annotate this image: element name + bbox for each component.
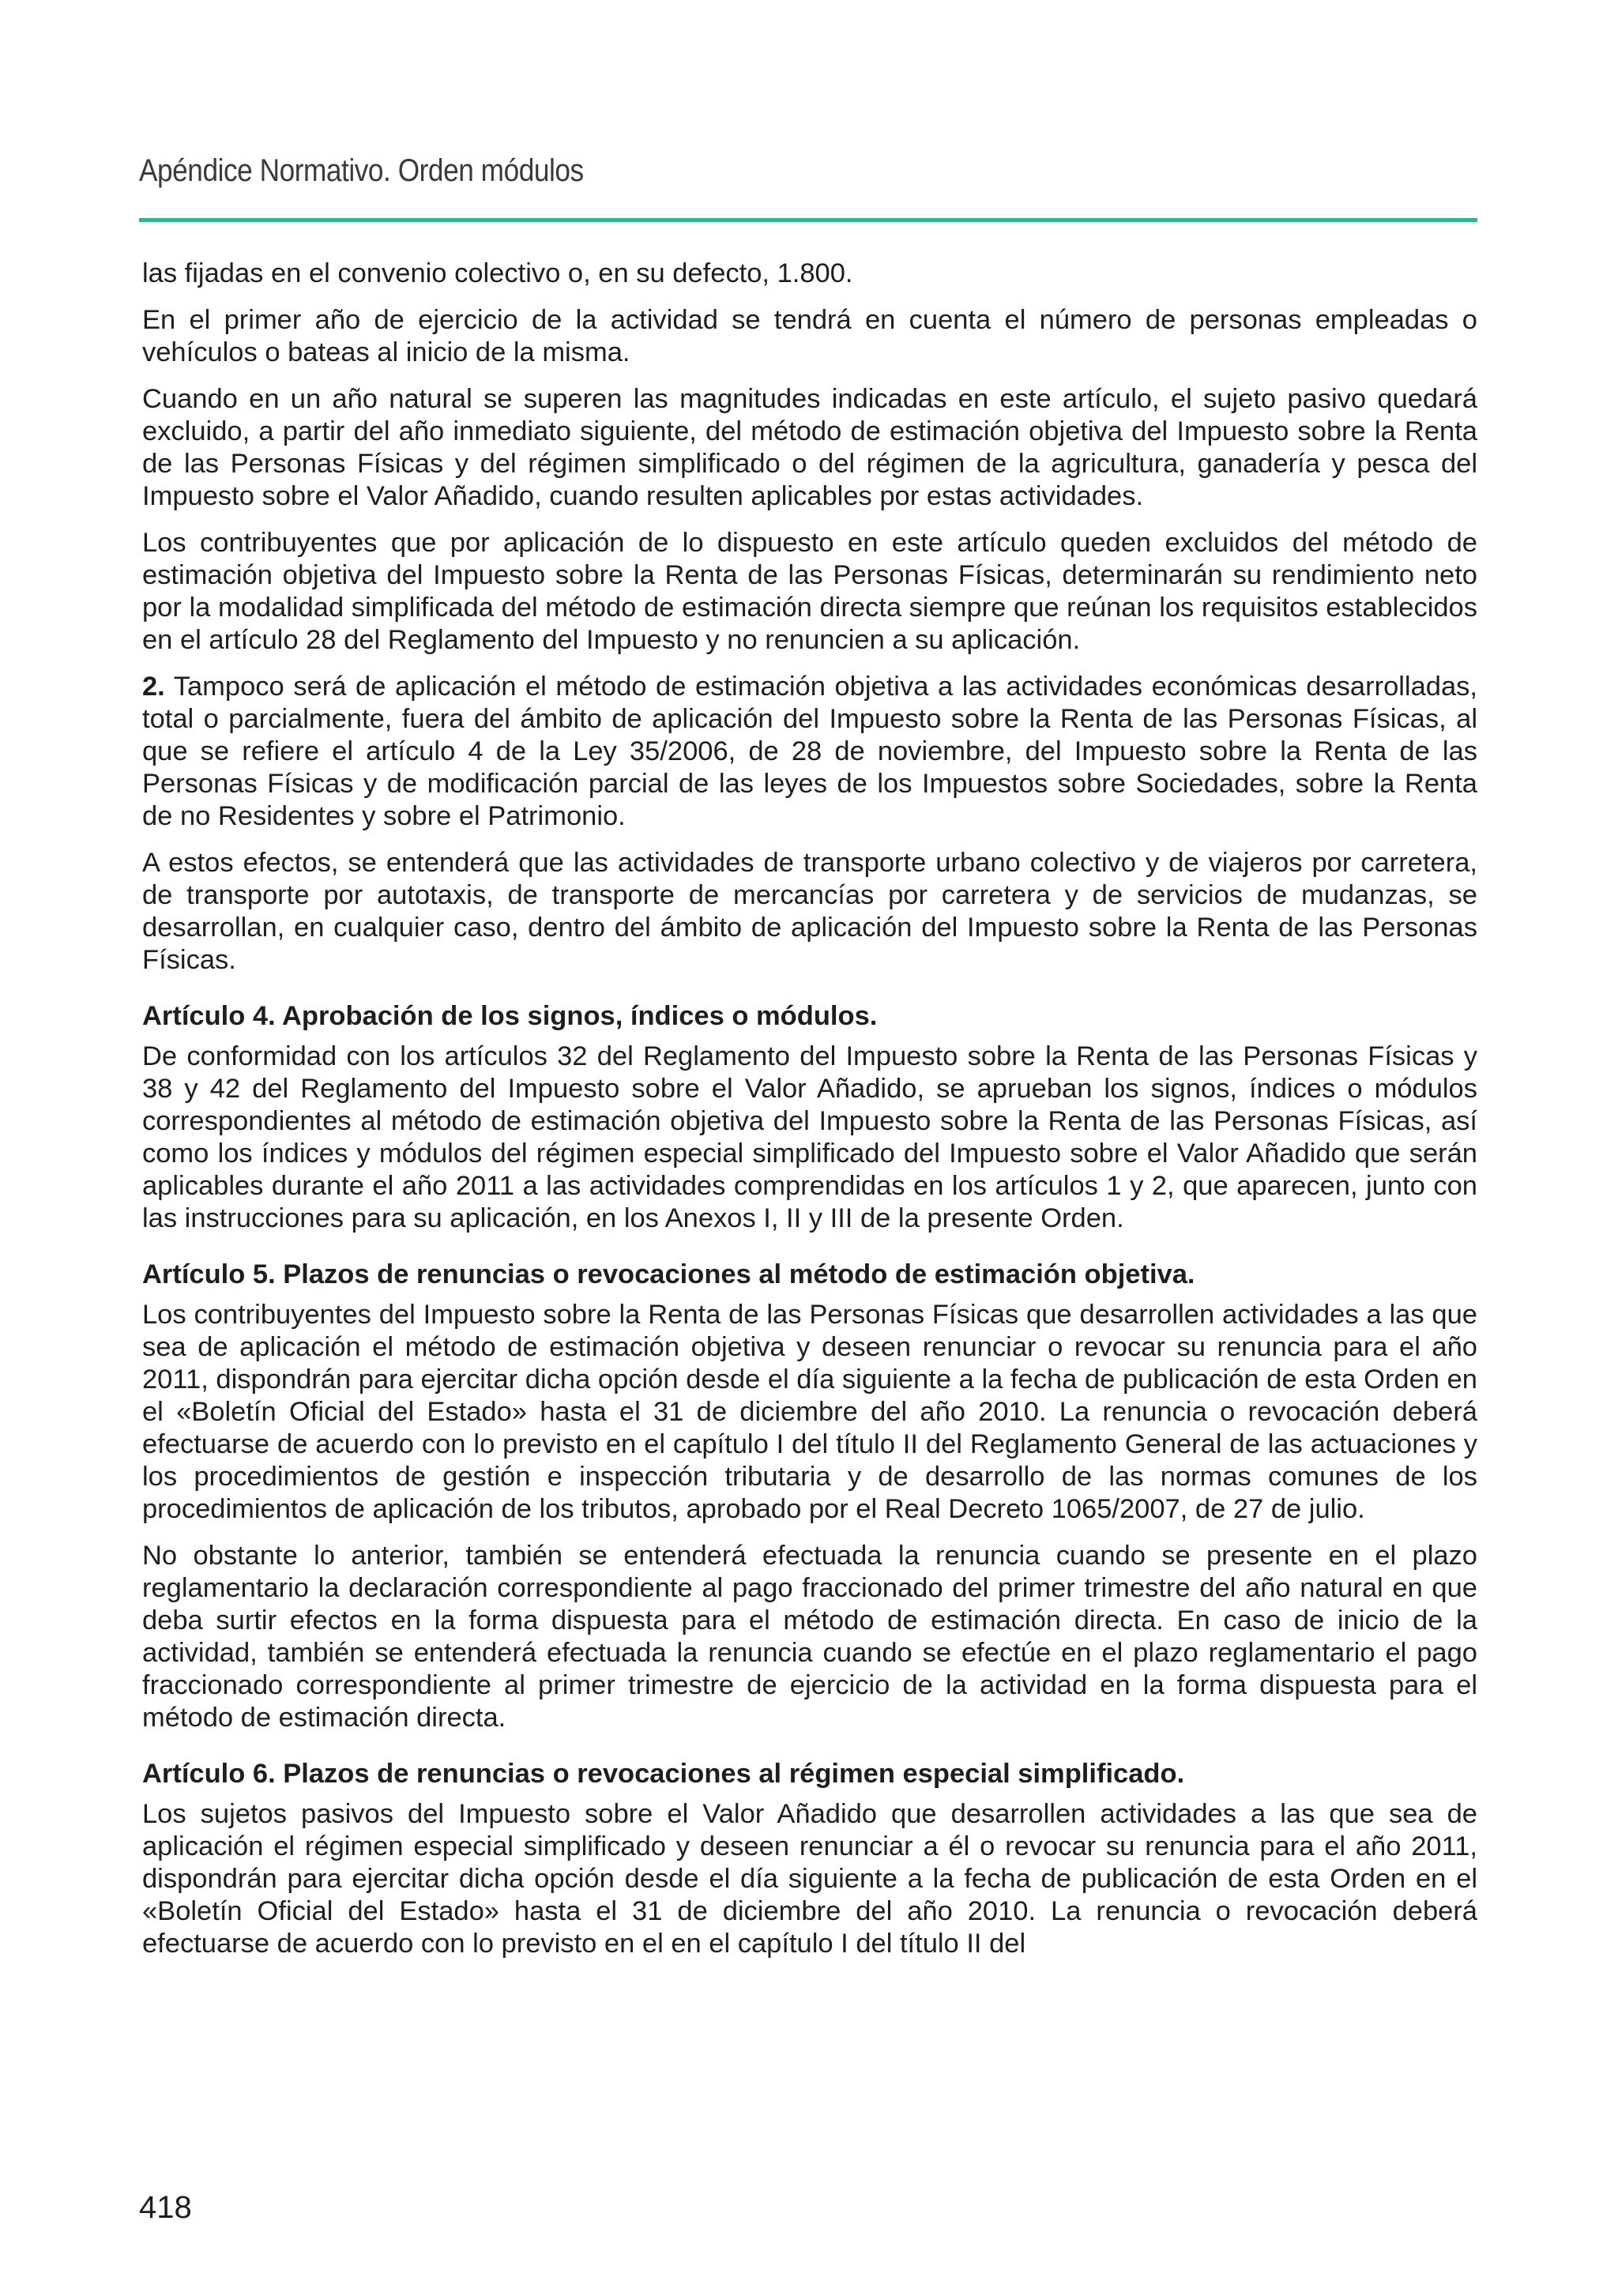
page-number: 418 — [139, 2190, 192, 2225]
paragraph-text: Tampoco será de aplicación el método de estimación objetiva a las actividades económicas desarrolladas, total o parcialmente, fuera del ámbito de aplicación del Impuesto sobre la Renta de las Personas Físicas, al que se refiere el artículo 4 de la Ley 35/2006, de 28 de noviembre, del Impuesto sobre la Renta de las Personas Físicas y de modificación parcial de las leyes de los Impuestos sobre Sociedades, sobre la Renta de no Residentes y sobre el Patrimonio. — [142, 672, 1477, 831]
paragraph-number: 2. — [142, 672, 165, 702]
article-heading: Artículo 5. Plazos de renuncias o revocaciones al método de estimación objetiva. — [142, 1259, 1195, 1289]
header-rule — [139, 218, 1477, 222]
paragraph: En el primer año de ejercicio de la actividad se tendrá en cuenta el número de personas empleadas o vehículos o bateas al inicio de la misma. — [142, 305, 1477, 367]
article-heading: Artículo 6. Plazos de renuncias o revocaciones al régimen especial simplificado. — [142, 1759, 1185, 1789]
body-text — [142, 258, 1477, 1974]
paragraph: A estos efectos, se entenderá que las actividades de transporte urbano colectivo y de viajeros por carretera, de transporte por autotaxis, de transporte de mercancías por carretera y de servicios de mudanzas, se desarrollan, en cualquier caso, dentro del ámbito de aplicación del Impuesto sobre la Renta de las Personas Físicas. — [142, 848, 1477, 975]
article-heading: Artículo 4. Aprobación de los signos, índices o módulos. — [142, 1001, 878, 1031]
paragraph — [142, 671, 1477, 833]
paragraph: Los sujetos pasivos del Impuesto sobre el Valor Añadido que desarrollen actividades a las que sea de aplicación el régimen especial simplificado y deseen renunciar a él o revocar su renuncia para el año 2011, dispondrán para ejercitar dicha opción desde el día siguiente a la fecha de publicación de esta Orden en el «Boletín Oficial del Estado» hasta el 31 de diciembre del año 2010. La renuncia o revocación deberá efectuarse de acuerdo con lo previsto en el en el capítulo I del título II del — [142, 1799, 1477, 1959]
paragraph: Los contribuyentes del Impuesto sobre la Renta de las Personas Físicas que desarrollen actividades a las que sea de aplicación el método de estimación objetiva y deseen renunciar o revocar su renuncia para el año 2011, dispondrán para ejercitar dicha opción desde el día siguiente a la fecha de publicación de esta Orden en el «Boletín Oficial del Estado» hasta el 31 de diciembre del año 2010. La renuncia o revocación deberá efectuarse de acuerdo con lo previsto en el capítulo I del título II del Reglamento General de las actuaciones y los procedimientos de gestión e inspección tributaria y de desarrollo de las normas comunes de los procedimientos de aplicación de los tributos, aprobado por el Real Decreto 1065/2007, de 27 de julio. — [142, 1300, 1477, 1524]
running-header: Apéndice Normativo. Orden módulos — [139, 153, 584, 188]
paragraph: Cuando en un año natural se superen las magnitudes indicadas en este artículo, el sujeto pasivo quedará excluido, a partir del año inmediato siguiente, del método de estimación objetiva del Impuesto sobre la Renta de las Personas Físicas y del régimen simplificado o del régimen de la agricultura, ganadería y pesca del Impuesto sobre el Valor Añadido, cuando resulten aplicables por estas actividades. — [142, 384, 1477, 511]
paragraph: No obstante lo anterior, también se entenderá efectuada la renuncia cuando se presente en el plazo reglamentario la declaración correspondiente al pago fraccionado del primer trimestre del año natural en que deba surtir efectos en la forma dispuesta para el método de estimación directa. En caso de inicio de la actividad, también se entenderá efectuada la renuncia cuando se efectúe en el plazo reglamentario el pago fraccionado correspondiente al primer trimestre de ejercicio de la actividad en la forma dispuesta para el método de estimación directa. — [142, 1541, 1477, 1733]
paragraph: Los contribuyentes que por aplicación de lo dispuesto en este artículo queden excluidos del método de estimación objetiva del Impuesto sobre la Renta de las Personas Físicas, determinarán su rendimiento neto por la modalidad simplificada del método de estimación directa siempre que reúnan los requisitos establecidos en el artículo 28 del Reglamento del Impuesto y no renuncien a su aplicación. — [142, 528, 1477, 655]
paragraph: De conformidad con los artículos 32 del Reglamento del Impuesto sobre la Renta de las Personas Físicas y 38 y 42 del Reglamento del Impuesto sobre el Valor Añadido, se aprueban los signos, índices o módulos correspondientes al método de estimación objetiva del Impuesto sobre la Renta de las Personas Físicas, así como los índices y módulos del régimen especial simplificado del Impuesto sobre el Valor Añadido que serán aplicables durante el año 2011 a las actividades comprendidas en los artículos 1 y 2, que aparecen, junto con las instrucciones para su aplicación, en los Anexos I, II y III de la presente Orden. — [142, 1041, 1477, 1233]
paragraph: las fijadas en el convenio colectivo o, en su defecto, 1.800. — [142, 258, 853, 288]
